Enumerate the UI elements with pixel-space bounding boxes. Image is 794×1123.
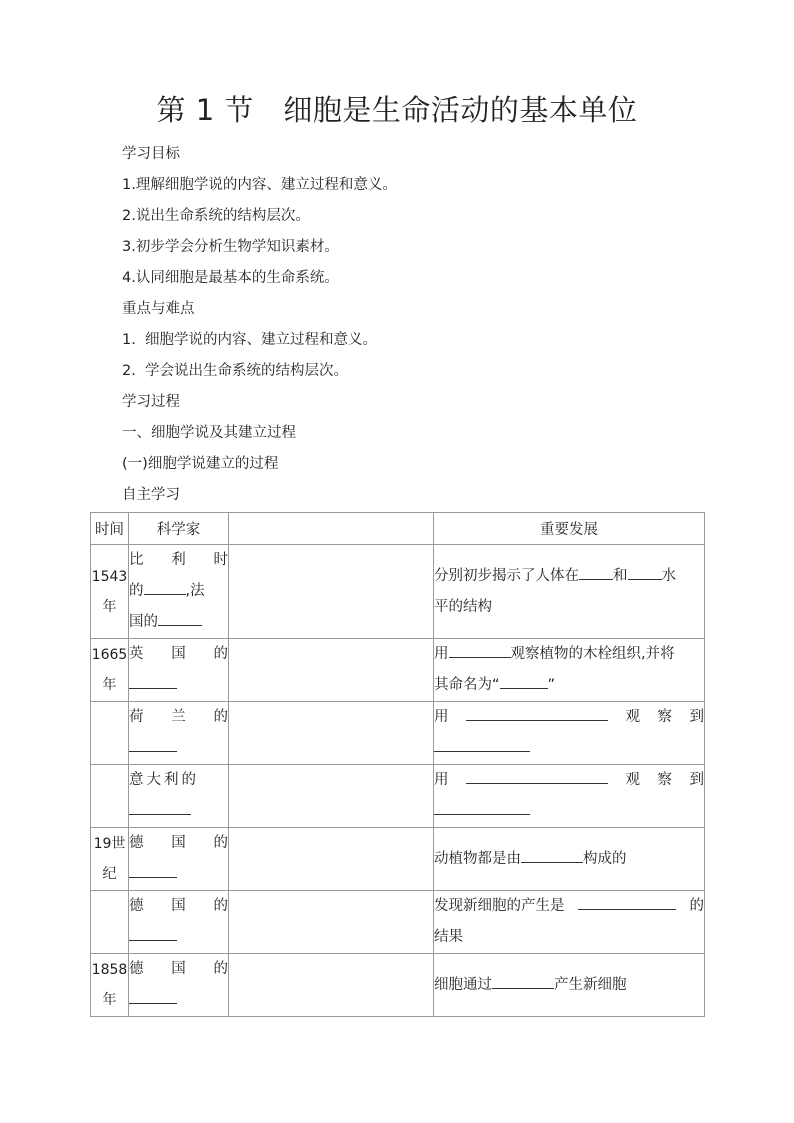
table-row bbox=[91, 545, 705, 639]
table-row bbox=[91, 639, 705, 702]
key-points-heading: 重点与难点 bbox=[122, 301, 195, 317]
page-title: 第 1 节 细胞是生命活动的基本单位 bbox=[156, 93, 638, 127]
scientist-cell: 德 国 的 bbox=[129, 891, 229, 954]
key-point-item: 1. 细胞学说的内容、建立过程和意义。 bbox=[122, 332, 378, 348]
objectives-heading: 学习目标 bbox=[122, 146, 180, 162]
scientist-cell: 意大利的 bbox=[129, 765, 229, 828]
scientist-cell: 比 利 时 的 ,法 国的 bbox=[129, 545, 229, 639]
fill-blank[interactable] bbox=[129, 670, 177, 689]
development-cell: 用 观 察 到 bbox=[434, 765, 705, 828]
table-row bbox=[91, 891, 705, 954]
blank-cell bbox=[229, 702, 434, 765]
sub-heading: (一)细胞学说建立的过程 bbox=[122, 456, 279, 472]
time-cell: 1543年 bbox=[91, 545, 129, 639]
development-cell: 用 观察植物的木栓组织,并将 其命名为“ ” bbox=[434, 639, 705, 702]
objective-item: 1.理解细胞学说的内容、建立过程和意义。 bbox=[122, 177, 397, 193]
development-cell: 分别初步揭示了人体在 和 水 平的结构 bbox=[434, 545, 705, 639]
time-cell: 19世纪 bbox=[91, 828, 129, 891]
header-blank bbox=[229, 513, 434, 545]
table-row bbox=[91, 702, 705, 765]
fill-blank[interactable] bbox=[129, 796, 191, 815]
blank-cell bbox=[229, 545, 434, 639]
scientist-cell: 德 国 的 bbox=[129, 828, 229, 891]
development-cell: 细胞通过 产生新细胞 bbox=[434, 954, 705, 1017]
fill-blank[interactable] bbox=[500, 670, 548, 689]
objective-item: 3.初步学会分析生物学知识素材。 bbox=[122, 239, 339, 255]
scientist-cell: 德 国 的 bbox=[129, 954, 229, 1017]
objective-item: 4.认同细胞是最基本的生命系统。 bbox=[122, 270, 339, 286]
fill-blank[interactable] bbox=[628, 561, 662, 580]
part-heading: 一、细胞学说及其建立过程 bbox=[122, 425, 296, 441]
scientist-cell: 英 国 的 bbox=[129, 639, 229, 702]
fill-blank[interactable] bbox=[158, 607, 202, 626]
time-cell bbox=[91, 891, 129, 954]
header-scientist: 科学家 bbox=[129, 513, 229, 545]
fill-blank[interactable] bbox=[492, 970, 554, 989]
development-cell: 用 观 察 到 bbox=[434, 702, 705, 765]
fill-blank[interactable] bbox=[466, 765, 608, 784]
blank-cell bbox=[229, 954, 434, 1017]
process-heading: 学习过程 bbox=[122, 394, 180, 410]
fill-blank[interactable] bbox=[129, 985, 177, 1004]
fill-blank[interactable] bbox=[466, 702, 608, 721]
table-row bbox=[91, 828, 705, 891]
blank-cell bbox=[229, 765, 434, 828]
self-study-label: 自主学习 bbox=[122, 487, 180, 503]
table-row bbox=[91, 765, 705, 828]
time-cell: 1665年 bbox=[91, 639, 129, 702]
time-cell: 1858年 bbox=[91, 954, 129, 1017]
fill-blank[interactable] bbox=[434, 733, 530, 752]
intro-sections bbox=[122, 143, 397, 515]
fill-blank[interactable] bbox=[129, 733, 177, 752]
fill-blank[interactable] bbox=[129, 859, 177, 878]
development-cell: 发现新细胞的产生是 的 结果 bbox=[434, 891, 705, 954]
development-cell: 动植物都是由 构成的 bbox=[434, 828, 705, 891]
blank-cell bbox=[229, 639, 434, 702]
fill-blank[interactable] bbox=[129, 922, 177, 941]
table-header-row bbox=[91, 513, 705, 545]
fill-blank[interactable] bbox=[449, 639, 511, 658]
cell-theory-table bbox=[90, 512, 705, 1017]
time-cell bbox=[91, 765, 129, 828]
scientist-cell: 荷 兰 的 bbox=[129, 702, 229, 765]
fill-blank[interactable] bbox=[579, 561, 613, 580]
key-point-item: 2. 学会说出生命系统的结构层次。 bbox=[122, 363, 349, 379]
table-row bbox=[91, 954, 705, 1017]
time-cell bbox=[91, 702, 129, 765]
fill-blank[interactable] bbox=[144, 576, 186, 595]
header-time: 时间 bbox=[91, 513, 129, 545]
fill-blank[interactable] bbox=[521, 844, 583, 863]
blank-cell bbox=[229, 891, 434, 954]
blank-cell bbox=[229, 828, 434, 891]
header-development: 重要发展 bbox=[434, 513, 705, 545]
fill-blank[interactable] bbox=[578, 891, 676, 910]
fill-blank[interactable] bbox=[434, 796, 530, 815]
objective-item: 2.说出生命系统的结构层次。 bbox=[122, 208, 310, 224]
